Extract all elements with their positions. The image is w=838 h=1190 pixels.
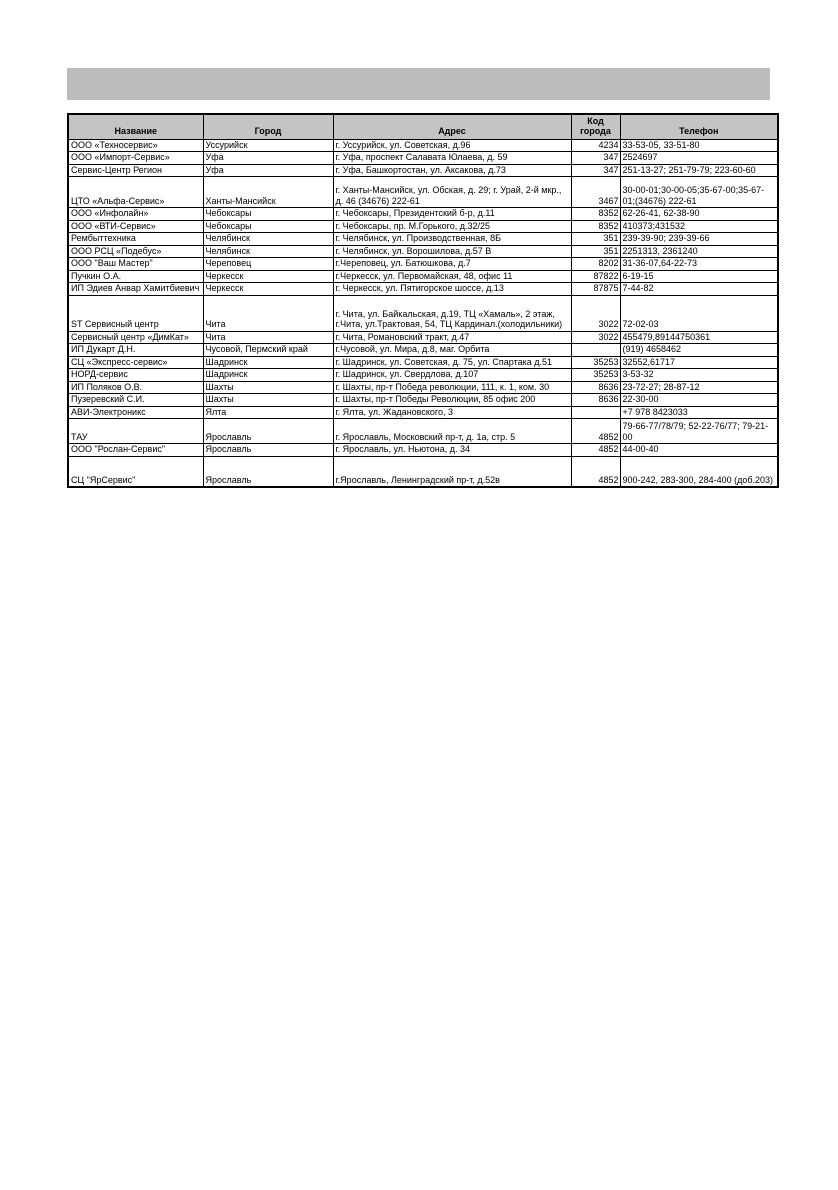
cell-name: ТАУ	[68, 419, 203, 444]
cell-phone: 22-30-00	[620, 394, 778, 407]
cell-city: Чусовой, Пермский край	[203, 344, 333, 357]
cell-phone: 31-36-07,64-22-73	[620, 258, 778, 271]
cell-city: Шадринск	[203, 369, 333, 382]
cell-phone: 62-26-41, 62-38-90	[620, 208, 778, 221]
cell-address: г. Чита, ул. Байкальская, д.19, ТЦ «Хамаль», 2 этаж, г.Чита, ул.Трактовая, 54, ТЦ Кардинал.(холодильники)	[333, 295, 571, 331]
cell-address: г. Уфа, Башкортостан, ул. Аксакова, д.73	[333, 164, 571, 177]
cell-code: 35253	[571, 356, 620, 369]
table-row	[68, 331, 778, 344]
table-row	[68, 208, 778, 221]
cell-phone: (919) 4658462	[620, 344, 778, 357]
cell-address: г. Чита, Романовский тракт, д.47	[333, 331, 571, 344]
cell-address: г. Челябинск, ул. Производственная, 8Б	[333, 233, 571, 246]
cell-name: ООО "Ваш Мастер"	[68, 258, 203, 271]
table-row	[68, 270, 778, 283]
cell-code: 87875	[571, 283, 620, 296]
cell-address: г. Шадринск, ул. Советская, д. 75, ул. Спартака д.51	[333, 356, 571, 369]
table-row	[68, 444, 778, 457]
cell-city: Ялта	[203, 406, 333, 419]
header-row	[68, 114, 778, 139]
cell-city: Черкесск	[203, 270, 333, 283]
cell-phone: 455479,89144750361	[620, 331, 778, 344]
cell-city: Уфа	[203, 164, 333, 177]
cell-code	[571, 344, 620, 357]
cell-city: Чита	[203, 331, 333, 344]
title-bar	[67, 68, 770, 100]
table-row	[68, 456, 778, 487]
cell-address: г. Чебоксары, Президентский б-р, д.11	[333, 208, 571, 221]
table-row	[68, 152, 778, 165]
table-row	[68, 139, 778, 152]
cell-phone: 3-53-32	[620, 369, 778, 382]
cell-phone: 33-53-05, 33-51-80	[620, 139, 778, 152]
cell-city: Череповец	[203, 258, 333, 271]
cell-address: г.Чусовой, ул. Мира, д.8, маг. Орбита	[333, 344, 571, 357]
table-row	[68, 220, 778, 233]
cell-code: 8352	[571, 208, 620, 221]
cell-phone: 239-39-90; 239-39-66	[620, 233, 778, 246]
cell-name: ООО «Инфолайн»	[68, 208, 203, 221]
cell-code: 347	[571, 152, 620, 165]
table-row	[68, 394, 778, 407]
cell-name: ООО «ВТИ-Сервис»	[68, 220, 203, 233]
cell-phone: +7 978 8423033	[620, 406, 778, 419]
cell-city: Уфа	[203, 152, 333, 165]
cell-name: ООО РСЦ «Подебус»	[68, 245, 203, 258]
table-row	[68, 295, 778, 331]
cell-name: ИП Поляков О.В.	[68, 381, 203, 394]
cell-city: Ярославль	[203, 444, 333, 457]
cell-code: 8352	[571, 220, 620, 233]
cell-name: Пучкин О.А.	[68, 270, 203, 283]
cell-city: Уссурийск	[203, 139, 333, 152]
cell-address: г. Черкесск, ул. Пятигорское шоссе, д.13	[333, 283, 571, 296]
cell-address: г. Ханты-Мансийск, ул. Обская, д. 29; г. Урай, 2-й мкр., д. 46 (34676) 222-61	[333, 177, 571, 208]
cell-phone: 32552,61717	[620, 356, 778, 369]
table-row	[68, 233, 778, 246]
cell-code: 3467	[571, 177, 620, 208]
column-header-phone: Телефон	[620, 114, 778, 139]
cell-address: г. Чебоксары, пр. М.Горького, д.32/25	[333, 220, 571, 233]
cell-code: 351	[571, 233, 620, 246]
cell-name: АВИ-Электроникс	[68, 406, 203, 419]
cell-code: 8636	[571, 394, 620, 407]
cell-phone: 79-66-77/78/79; 52-22-76/77; 79-21-00	[620, 419, 778, 444]
cell-code: 3022	[571, 331, 620, 344]
cell-city: Чебоксары	[203, 220, 333, 233]
cell-address: г. Шахты, пр-т Победа революции, 111, к. 1, ком. 30	[333, 381, 571, 394]
cell-city: Шахты	[203, 394, 333, 407]
cell-address: г.Ярославль, Ленинградский пр-т, д.52в	[333, 456, 571, 487]
cell-address: г.Череповец, ул. Батюшкова, д.7	[333, 258, 571, 271]
cell-code: 4234	[571, 139, 620, 152]
table-row	[68, 419, 778, 444]
cell-name: СЦ "ЯрСервис"	[68, 456, 203, 487]
table-row	[68, 406, 778, 419]
cell-phone: 23-72-27; 28-87-12	[620, 381, 778, 394]
cell-phone: 7-44-82	[620, 283, 778, 296]
table-header	[68, 114, 778, 139]
table-row	[68, 245, 778, 258]
cell-phone: 6-19-15	[620, 270, 778, 283]
cell-name: ООО "Рослан-Сервис"	[68, 444, 203, 457]
cell-city: Челябинск	[203, 233, 333, 246]
table-row	[68, 356, 778, 369]
cell-city: Шахты	[203, 381, 333, 394]
cell-phone: 900-242, 283-300, 284-400 (доб.203)	[620, 456, 778, 487]
cell-name: ЦТО «Альфа-Сервис»	[68, 177, 203, 208]
cell-phone: 2524697	[620, 152, 778, 165]
cell-phone: 2251313, 2361240	[620, 245, 778, 258]
cell-code: 8636	[571, 381, 620, 394]
table-body	[68, 139, 778, 487]
cell-city: Ярославль	[203, 456, 333, 487]
table-row	[68, 164, 778, 177]
table-row	[68, 258, 778, 271]
cell-city: Чебоксары	[203, 208, 333, 221]
cell-city: Ярославль	[203, 419, 333, 444]
column-header-city: Город	[203, 114, 333, 139]
cell-phone: 410373;431532	[620, 220, 778, 233]
cell-code: 351	[571, 245, 620, 258]
cell-name: Сервис-Центр Регион	[68, 164, 203, 177]
cell-code: 87822	[571, 270, 620, 283]
table-row	[68, 381, 778, 394]
cell-code: 4852	[571, 419, 620, 444]
column-header-name: Название	[68, 114, 203, 139]
cell-address: г. Ярославль, Московский пр-т, д. 1а, стр. 5	[333, 419, 571, 444]
cell-city: Черкесск	[203, 283, 333, 296]
column-header-code: Код города	[571, 114, 620, 139]
cell-city: Челябинск	[203, 245, 333, 258]
cell-address: г. Уфа, проспект Салавата Юлаева, д. 59	[333, 152, 571, 165]
cell-address: г. Челябинск, ул. Ворошилова, д.57 В	[333, 245, 571, 258]
table-row	[68, 283, 778, 296]
cell-name: ООО «Импорт-Сервис»	[68, 152, 203, 165]
service-centers-table	[67, 113, 779, 488]
cell-phone: 44-00-40	[620, 444, 778, 457]
cell-address: г. Ярославль, ул. Ньютона, д. 34	[333, 444, 571, 457]
cell-name: Пузеревский С.И.	[68, 394, 203, 407]
cell-code: 4852	[571, 444, 620, 457]
cell-code: 3022	[571, 295, 620, 331]
cell-code: 4852	[571, 456, 620, 487]
cell-city: Ханты-Мансийск	[203, 177, 333, 208]
cell-phone: 72-02-03	[620, 295, 778, 331]
cell-name: Рембыттехника	[68, 233, 203, 246]
cell-city: Чита	[203, 295, 333, 331]
cell-phone: 251-13-27; 251-79-79; 223-60-60	[620, 164, 778, 177]
cell-name: ИП Дукарт Д.Н.	[68, 344, 203, 357]
cell-address: г. Ялта, ул. Жадановского, 3	[333, 406, 571, 419]
cell-phone: 30-00-01;30-00-05;35-67-00;35-67-01;(34676) 222-61	[620, 177, 778, 208]
cell-name: ИП Эдиев Анвар Хамитбиевич	[68, 283, 203, 296]
cell-address: г. Уссурийск, ул. Советская, д.96	[333, 139, 571, 152]
column-header-address: Адрес	[333, 114, 571, 139]
cell-code	[571, 406, 620, 419]
cell-address: г. Шахты, пр-т Победы Революции, 85 офис 200	[333, 394, 571, 407]
cell-code: 35253	[571, 369, 620, 382]
cell-name: НОРД-сервис	[68, 369, 203, 382]
cell-code: 347	[571, 164, 620, 177]
table-row	[68, 177, 778, 208]
cell-name: ST Сервисный центр	[68, 295, 203, 331]
cell-name: Сервисный центр «ДимКат»	[68, 331, 203, 344]
cell-address: г. Шадринск, ул. Свердлова, д.107	[333, 369, 571, 382]
cell-name: СЦ «Экспресс-сервис»	[68, 356, 203, 369]
table-row	[68, 344, 778, 357]
cell-address: г.Черкесск, ул. Первомайская, 48, офис 11	[333, 270, 571, 283]
cell-name: ООО «Техносервис»	[68, 139, 203, 152]
cell-code: 8202	[571, 258, 620, 271]
table-row	[68, 369, 778, 382]
cell-city: Шадринск	[203, 356, 333, 369]
